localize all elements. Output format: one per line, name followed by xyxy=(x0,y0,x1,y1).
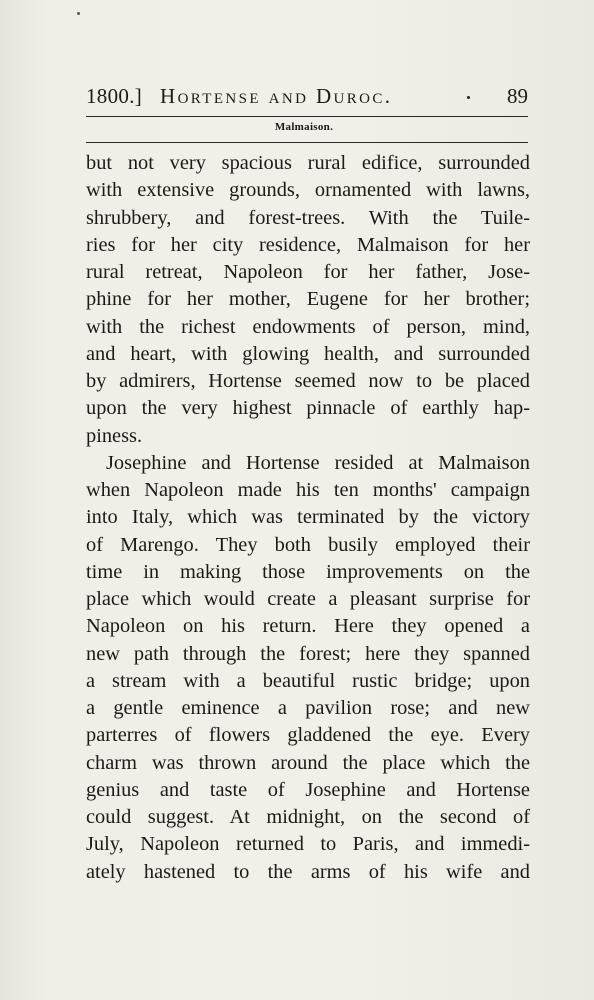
text-line: ately hastened to the arms of his wife and xyxy=(86,860,530,883)
text-line: charm was thrown around the place which the xyxy=(86,751,530,774)
text-line: a gentle eminence a pavilion rose; and new xyxy=(86,697,530,719)
paper-speck xyxy=(77,12,80,15)
text-line: could suggest. At midnight, on the second of xyxy=(86,806,530,828)
text-line: July, Napoleon returned to Paris, and immedi- xyxy=(86,833,530,856)
text-line: piness. xyxy=(86,424,143,447)
running-header xyxy=(86,80,530,114)
text-line: rural retreat, Napoleon for her father, Jose- xyxy=(86,261,530,283)
text-line: time in making those improvements on the xyxy=(86,560,530,583)
text-line: into Italy, which was terminated by the victory xyxy=(86,506,530,529)
text-line: place which would create a pleasant surprise for xyxy=(86,588,530,610)
header-title: Hortense and Duroc. xyxy=(160,84,393,108)
subheading-rule xyxy=(86,142,528,143)
page-number: 89 xyxy=(507,84,528,108)
text-line: parterres of flowers gladdened the eye. Every xyxy=(86,724,530,747)
text-line: and heart, with glowing health, and surrounded xyxy=(86,342,530,365)
section-subheading: Malmaison. xyxy=(274,121,334,133)
text-line: genius and taste of Josephine and Hortense xyxy=(86,778,530,801)
header-rule xyxy=(86,116,528,117)
header-year: 1800.] xyxy=(86,84,143,108)
body-text xyxy=(86,150,530,886)
header-dot xyxy=(467,96,470,99)
text-line: with extensive grounds, ornamented with lawns, xyxy=(86,179,530,202)
text-line: by admirers, Hortense seemed now to be placed xyxy=(86,370,530,392)
text-line: shrubbery, and forest-trees. With the Tuile- xyxy=(86,206,530,229)
text-line: upon the very highest pinnacle of earthly hap- xyxy=(86,397,530,420)
text-line: Napoleon on his return. Here they opened a xyxy=(86,615,530,638)
text-line: a stream with a beautiful rustic bridge; upon xyxy=(86,669,530,692)
text-line: with the richest endowments of person, mind, xyxy=(86,315,530,338)
text-line: Josephine and Hortense resided at Malmaison xyxy=(106,451,530,474)
text-line: when Napoleon made his ten months' campaign xyxy=(86,479,530,501)
text-line: ries for her city residence, Malmaison for her xyxy=(86,233,530,256)
text-line: phine for her mother, Eugene for her brother; xyxy=(86,288,530,311)
text-line: new path through the forest; here they spanned xyxy=(86,642,530,665)
text-line: but not very spacious rural edifice, surrounded xyxy=(86,152,530,174)
text-line: of Marengo. They both busily employed their xyxy=(86,533,530,556)
